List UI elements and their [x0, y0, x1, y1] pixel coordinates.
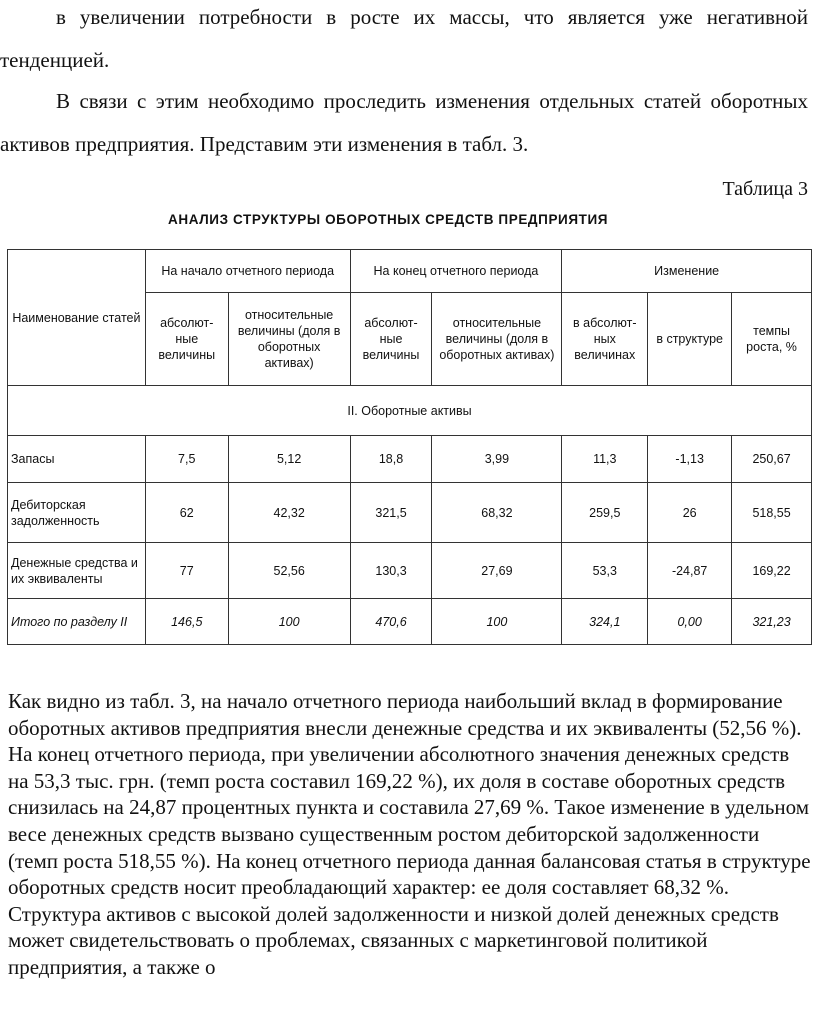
- row-chg-rate: 169,22: [732, 543, 812, 599]
- table-title: АНАЛИЗ СТРУКТУРЫ ОБОРОТНЫХ СРЕДСТВ ПРЕДПРИЯТИЯ: [168, 212, 609, 227]
- row-rel-start: 52,56: [228, 543, 350, 599]
- row-abs-start: 7,5: [145, 436, 228, 483]
- total-chg-abs: 324,1: [562, 599, 648, 645]
- row-abs-start: 77: [145, 543, 228, 599]
- header-change-abs: в абсолют-ных величинах: [562, 293, 648, 386]
- row-chg-abs: 259,5: [562, 483, 648, 543]
- section-row: [8, 386, 812, 436]
- total-rel-end: 100: [432, 599, 562, 645]
- header-abs-start: абсолют-ные величины: [145, 293, 228, 386]
- header-group-change: Изменение: [562, 250, 812, 293]
- total-name: Итого по разделу II: [8, 599, 146, 645]
- row-chg-rate: 518,55: [732, 483, 812, 543]
- total-row: [8, 599, 812, 645]
- row-chg-struct: -24,87: [648, 543, 732, 599]
- row-rel-start: 42,32: [228, 483, 350, 543]
- current-assets-table: [7, 249, 812, 645]
- row-rel-end: 27,69: [432, 543, 562, 599]
- table-caption: Таблица 3: [722, 178, 808, 200]
- row-rel-end: 68,32: [432, 483, 562, 543]
- intro-paragraph-2: В связи с этим необходимо проследить изменения отдельных статей оборотных активов предприятия. Представим эти изменения в табл. 3.: [0, 89, 808, 156]
- total-chg-rate: 321,23: [732, 599, 812, 645]
- row-abs-end: 18,8: [350, 436, 432, 483]
- row-name: Запасы: [8, 436, 146, 483]
- header-change-rate: темпы роста, %: [732, 293, 812, 386]
- total-abs-end: 470,6: [350, 599, 432, 645]
- header-rel-start: относительные величины (доля в оборотных активах): [228, 293, 350, 386]
- row-rel-start: 5,12: [228, 436, 350, 483]
- row-chg-abs: 53,3: [562, 543, 648, 599]
- table-row: [8, 543, 812, 599]
- row-chg-abs: 11,3: [562, 436, 648, 483]
- row-chg-rate: 250,67: [732, 436, 812, 483]
- header-rel-end: относительные величины (доля в оборотных активах): [432, 293, 562, 386]
- total-chg-struct: 0,00: [648, 599, 732, 645]
- row-chg-struct: -1,13: [648, 436, 732, 483]
- row-abs-end: 130,3: [350, 543, 432, 599]
- table-row: [8, 436, 812, 483]
- row-abs-end: 321,5: [350, 483, 432, 543]
- row-name: Денежные средства и их эквиваленты: [8, 543, 146, 599]
- header-row-1: [8, 250, 812, 293]
- row-name: Дебиторская задолженность: [8, 483, 146, 543]
- row-abs-start: 62: [145, 483, 228, 543]
- total-abs-start: 146,5: [145, 599, 228, 645]
- row-chg-struct: 26: [648, 483, 732, 543]
- total-rel-start: 100: [228, 599, 350, 645]
- header-abs-end: абсолют-ные величины: [350, 293, 432, 386]
- header-name-col: Наименование статей: [8, 250, 146, 386]
- header-change-struct: в структуре: [648, 293, 732, 386]
- analysis-paragraph: Как видно из табл. 3, на начало отчетного периода наибольший вклад в формирование оборотных активов предприятия внесли денежные средства и их эквиваленты (52,56 %). На конец отчетного периода, при увеличении абсолютного значения денежных средств на 53,3 тыс. грн. (темп роста составил 169,22 %), их доля в составе оборотных средств снизилась на 24,87 процентных пункта и составила 27,69 %. Такое изменение в удельном весе денежных средств вызвано существенным ростом дебиторской задолженности (темп роста 518,55 %). На конец отчетного периода данная балансовая статья в структуре оборотных средств носит преобладающий характер: ее доля составляет 68,32 %. Структура активов с высокой долей задолженности и низкой долей денежных средств может свидетельствовать о проблемах, связанных с маркетинговой политикой предприятия, а также о: [8, 689, 811, 979]
- row-rel-end: 3,99: [432, 436, 562, 483]
- header-group-start: На начало отчетного периода: [145, 250, 350, 293]
- table-row: [8, 483, 812, 543]
- header-group-end: На конец отчетного периода: [350, 250, 562, 293]
- section-label: II. Оборотные активы: [8, 386, 812, 436]
- intro-paragraph-1: в увеличении потребности в росте их массы, что является уже негативной тенденцией.: [0, 5, 808, 72]
